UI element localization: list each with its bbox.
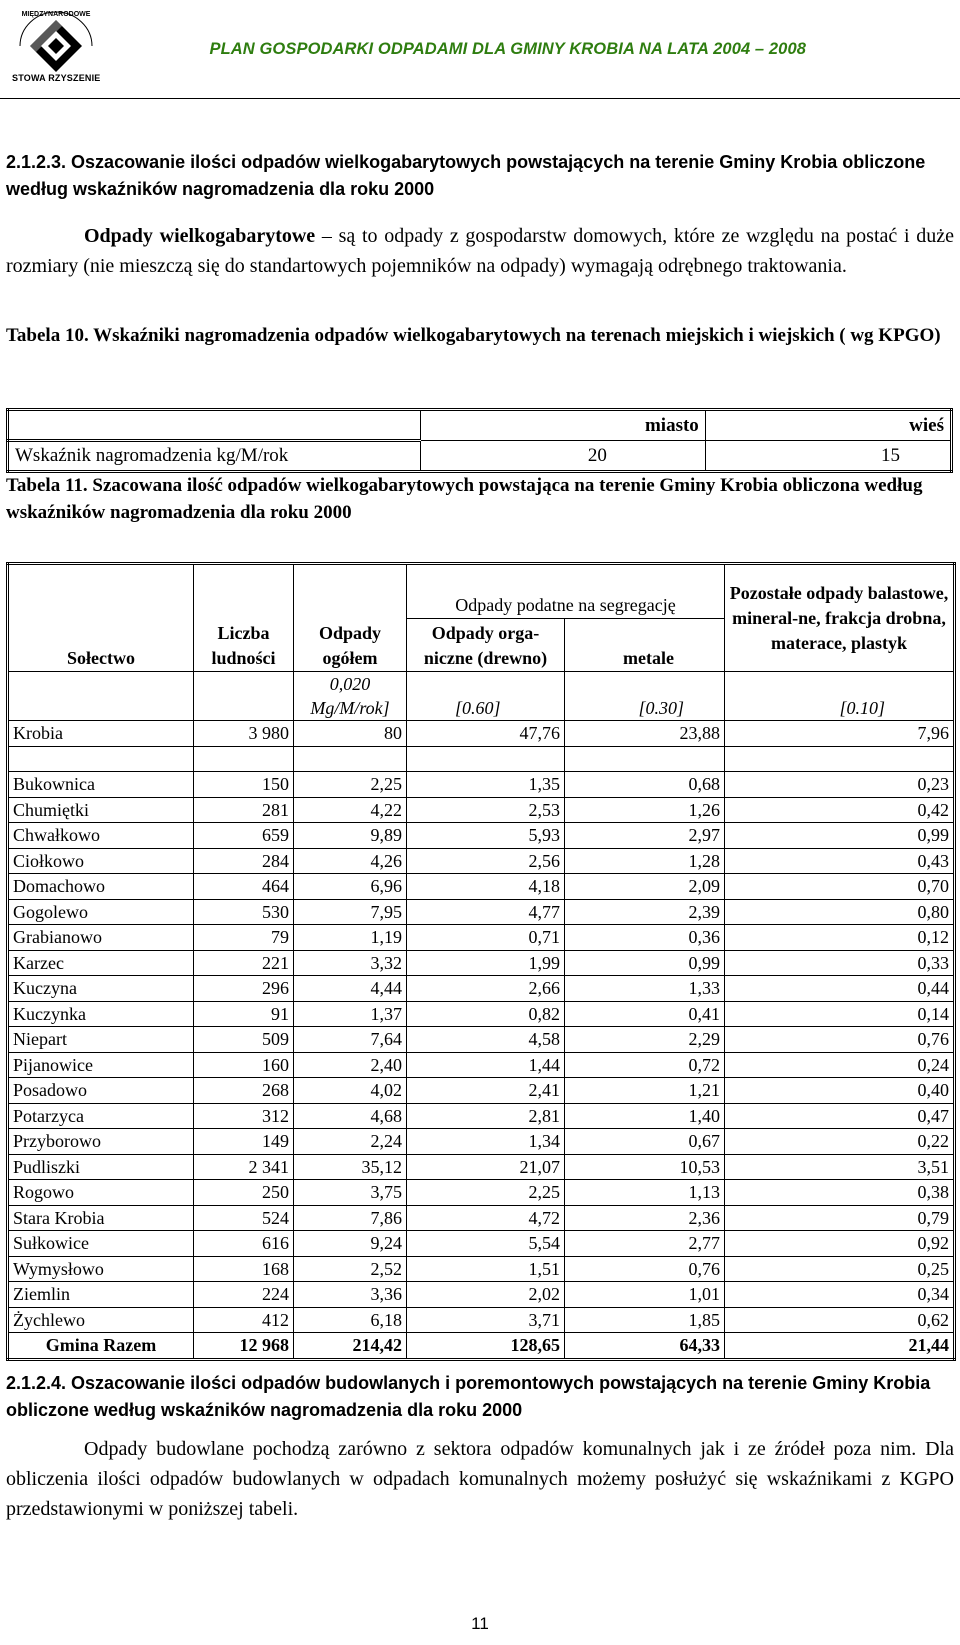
cell-organiczne: 1,44 — [407, 1052, 565, 1078]
cell-odpady: 3,75 — [294, 1180, 407, 1206]
unit-odpady-ogolem: 0,020 Mg/M/rok] — [294, 672, 407, 721]
cell-odpady: 4,44 — [294, 976, 407, 1002]
cell-organiczne: 4,58 — [407, 1027, 565, 1053]
table-10-caption: Tabela 10. Wskaźniki nagromadzenia odpadów wielkogabarytowych na terenach miejskich i wiejskich ( wg KPGO) — [6, 325, 941, 346]
cell-name: Gogolewo — [8, 899, 194, 925]
cell-odpady: 4,68 — [294, 1103, 407, 1129]
cell-odpady: 4,22 — [294, 797, 407, 823]
header-odpady-ogolem: Odpady ogółem — [294, 564, 407, 672]
cell-liczba: 149 — [194, 1129, 294, 1155]
cell-pozostale: 0,25 — [725, 1256, 955, 1282]
cell-pozostale: 0,24 — [725, 1052, 955, 1078]
table-row — [8, 1231, 955, 1257]
cell-name: Bukownica — [8, 772, 194, 798]
table-11-units-row — [8, 672, 955, 721]
cell-pozostale: 0,70 — [725, 874, 955, 900]
cell-organiczne: 3,71 — [407, 1307, 565, 1333]
cell-liczba: 312 — [194, 1103, 294, 1129]
cell-odpady: 3,32 — [294, 950, 407, 976]
cell-pozostale: 0,14 — [725, 1001, 955, 1027]
cell-liczba: 250 — [194, 1180, 294, 1206]
cell-pozostale: 0,34 — [725, 1282, 955, 1308]
cell-odpady: 9,89 — [294, 823, 407, 849]
cell-liczba: 281 — [194, 797, 294, 823]
cell-pozostale: 0,44 — [725, 976, 955, 1002]
cell-name: Stara Krobia — [8, 1205, 194, 1231]
cell-odpady: 6,96 — [294, 874, 407, 900]
cell-pozostale: 0,40 — [725, 1078, 955, 1104]
table-row — [8, 797, 955, 823]
cell-pozostale: 0,38 — [725, 1180, 955, 1206]
table-row — [8, 1103, 955, 1129]
cell-organiczne: 5,54 — [407, 1231, 565, 1257]
cell-odpady: 4,02 — [294, 1078, 407, 1104]
cell-metale: 0,76 — [565, 1256, 725, 1282]
definition-term: Odpady wielkogabarytowe — [84, 225, 316, 247]
cell-organiczne: 21,07 — [407, 1154, 565, 1180]
table-10 — [6, 408, 953, 473]
cell-name: Krobia — [8, 721, 194, 747]
cell-name: Niepart — [8, 1027, 194, 1053]
cell-liczba: 530 — [194, 899, 294, 925]
cell-organiczne: 2,56 — [407, 848, 565, 874]
cell-organiczne: 0,71 — [407, 925, 565, 951]
construction-waste-paragraph: Odpady budowlane pochodzą zarówno z sektora odpadów komunalnych jak i ze źródeł poza nim. Dla obliczenia ilości odpadów budowlanych w odpadach komunalnych możemy posłużyć się wskaźnikami z KGPO przedstawionymi w poniższej tabeli. — [6, 1438, 954, 1520]
cell-metale: 0,99 — [565, 950, 725, 976]
cell-liczba: 3 980 — [194, 721, 294, 747]
spacer-cell — [407, 746, 565, 772]
spacer-cell — [565, 746, 725, 772]
logo-ring-text: MIĘDZYNARODOWE — [21, 11, 91, 18]
cell-liczba: 79 — [194, 925, 294, 951]
cell-name: Żychlewo — [8, 1307, 194, 1333]
cell-name: Karzec — [8, 950, 194, 976]
table-row — [8, 1180, 955, 1206]
cell-liczba: 509 — [194, 1027, 294, 1053]
cell-pozostale: 0,99 — [725, 823, 955, 849]
header-solectwo: Sołectwo — [8, 564, 194, 672]
cell-odpady: 7,95 — [294, 899, 407, 925]
cell-metale: 0,41 — [565, 1001, 725, 1027]
cell-name: Posadowo — [8, 1078, 194, 1104]
cell-metale: 1,13 — [565, 1180, 725, 1206]
cell-pozostale: 0,79 — [725, 1205, 955, 1231]
table-row — [8, 1001, 955, 1027]
cell-name: Wymysłowo — [8, 1256, 194, 1282]
table-row — [8, 1078, 955, 1104]
cell-odpady: 3,36 — [294, 1282, 407, 1308]
table-row-krobia — [8, 721, 955, 747]
cell-metale: 2,97 — [565, 823, 725, 849]
table-row-total — [8, 1333, 955, 1360]
table-row — [8, 1205, 955, 1231]
table-row — [8, 1307, 955, 1333]
cell-liczba: 221 — [194, 950, 294, 976]
cell-odpady: 80 — [294, 721, 407, 747]
cell-metale: 1,40 — [565, 1103, 725, 1129]
table-row — [8, 772, 955, 798]
table-10-col-village: wieś — [705, 410, 951, 441]
cell-metale: 2,77 — [565, 1231, 725, 1257]
total-metale: 64,33 — [565, 1333, 725, 1360]
cell-pozostale: 0,62 — [725, 1307, 955, 1333]
cell-pozostale: 0,80 — [725, 899, 955, 925]
table-11 — [6, 562, 956, 1361]
cell-odpady: 2,24 — [294, 1129, 407, 1155]
cell-liczba: 296 — [194, 976, 294, 1002]
total-odpady: 214,42 — [294, 1333, 407, 1360]
page-header — [0, 0, 960, 100]
cell-pozostale: 7,96 — [725, 721, 955, 747]
cell-name: Chwałkowo — [8, 823, 194, 849]
cell-odpady: 35,12 — [294, 1154, 407, 1180]
spacer-cell — [725, 746, 955, 772]
table-row — [8, 976, 955, 1002]
cell-metale: 1,26 — [565, 797, 725, 823]
cell-organiczne: 4,18 — [407, 874, 565, 900]
bulky-waste-definition — [6, 221, 954, 281]
cell-metale: 2,09 — [565, 874, 725, 900]
cell-odpady: 7,86 — [294, 1205, 407, 1231]
cell-metale: 2,36 — [565, 1205, 725, 1231]
cell-metale: 1,28 — [565, 848, 725, 874]
cell-name: Ziemlin — [8, 1282, 194, 1308]
units-empty-2 — [194, 672, 294, 721]
cell-organiczne: 4,72 — [407, 1205, 565, 1231]
cell-metale: 0,36 — [565, 925, 725, 951]
cell-pozostale: 0,33 — [725, 950, 955, 976]
header-pozostale: Pozostałe odpady balastowe, mineral-ne, frakcja drobna, materace, plastyk — [725, 564, 955, 672]
cell-pozostale: 0,12 — [725, 925, 955, 951]
cell-pozostale: 0,43 — [725, 848, 955, 874]
table-10-row-label: Wskaźnik nagromadzenia kg/M/rok — [8, 441, 421, 472]
cell-name: Pudliszki — [8, 1154, 194, 1180]
cell-organiczne: 0,82 — [407, 1001, 565, 1027]
definition-text: – są to odpady z gospodarstw domowych, które ze względu na postać i duże rozmiary (nie mieszczą się do standartowych pojemników na odpady) wymagają odrębnego traktowania. — [6, 225, 954, 277]
table-10-village-value: 15 — [705, 441, 951, 472]
cell-name: Domachowo — [8, 874, 194, 900]
table-row — [8, 1129, 955, 1155]
cell-pozostale: 0,76 — [725, 1027, 955, 1053]
cell-pozostale: 0,23 — [725, 772, 955, 798]
cell-organiczne: 1,35 — [407, 772, 565, 798]
cell-pozostale: 0,92 — [725, 1231, 955, 1257]
table-11-caption: Tabela 11. Szacowana ilość odpadów wielkogabarytowych powstająca na terenie Gminy Krobia obliczona według wskaźników nagromadzenia dla roku 2000 — [6, 475, 923, 523]
table-row — [8, 823, 955, 849]
table-row — [8, 1052, 955, 1078]
cell-pozostale: 0,22 — [725, 1129, 955, 1155]
cell-organiczne: 2,81 — [407, 1103, 565, 1129]
cell-metale: 1,21 — [565, 1078, 725, 1104]
cell-organiczne: 5,93 — [407, 823, 565, 849]
cell-liczba: 91 — [194, 1001, 294, 1027]
cell-name: Rogowo — [8, 1180, 194, 1206]
unit-metale: [0.30] — [565, 672, 725, 721]
cell-odpady: 2,25 — [294, 772, 407, 798]
table-row — [8, 1282, 955, 1308]
cell-name: Kuczyna — [8, 976, 194, 1002]
cell-odpady: 1,37 — [294, 1001, 407, 1027]
cell-organiczne: 47,76 — [407, 721, 565, 747]
header-segregacja: Odpady podatne na segregację — [407, 564, 725, 619]
cell-metale: 1,33 — [565, 976, 725, 1002]
page-number: 11 — [471, 1614, 489, 1633]
cell-name: Sułkowice — [8, 1231, 194, 1257]
cell-metale: 1,01 — [565, 1282, 725, 1308]
table-row — [8, 925, 955, 951]
cell-name: Potarzyca — [8, 1103, 194, 1129]
cell-metale: 2,29 — [565, 1027, 725, 1053]
cell-name: Ciołkowo — [8, 848, 194, 874]
cell-odpady: 7,64 — [294, 1027, 407, 1053]
cell-odpady: 4,26 — [294, 848, 407, 874]
cell-organiczne: 2,02 — [407, 1282, 565, 1308]
cell-odpady: 6,18 — [294, 1307, 407, 1333]
cell-odpady: 9,24 — [294, 1231, 407, 1257]
cell-pozostale: 0,42 — [725, 797, 955, 823]
table-row — [8, 899, 955, 925]
cell-liczba: 616 — [194, 1231, 294, 1257]
cell-metale: 23,88 — [565, 721, 725, 747]
cell-name: Chumiętki — [8, 797, 194, 823]
cell-liczba: 168 — [194, 1256, 294, 1282]
cell-liczba: 524 — [194, 1205, 294, 1231]
cell-name: Kuczynka — [8, 1001, 194, 1027]
cell-organiczne: 2,25 — [407, 1180, 565, 1206]
cell-metale: 0,68 — [565, 772, 725, 798]
table-10-header-row — [8, 410, 952, 441]
table-row-spacer — [8, 746, 955, 772]
spacer-cell — [8, 746, 194, 772]
cell-organiczne: 2,53 — [407, 797, 565, 823]
section-heading-2-1-2-4: 2.1.2.4. Oszacowanie ilości odpadów budowlanych i poremontowych powstających na terenie Gminy Krobia obliczone według wskaźników nagromadzenia dla roku 2000 — [6, 1373, 931, 1420]
header-organiczne: Odpady orga-niczne (drewno) — [407, 618, 565, 671]
cell-liczba: 160 — [194, 1052, 294, 1078]
cell-name: Przyborowo — [8, 1129, 194, 1155]
cell-liczba: 659 — [194, 823, 294, 849]
table-11-body — [8, 772, 955, 1333]
cell-name: Grabianowo — [8, 925, 194, 951]
cell-liczba: 284 — [194, 848, 294, 874]
total-organiczne: 128,65 — [407, 1333, 565, 1360]
cell-pozostale: 0,47 — [725, 1103, 955, 1129]
cell-organiczne: 4,77 — [407, 899, 565, 925]
header-liczba-ludnosci: Liczba ludności — [194, 564, 294, 672]
table-10-empty-cell — [8, 410, 421, 441]
cell-pozostale: 3,51 — [725, 1154, 955, 1180]
table-10-data-row — [8, 441, 952, 472]
cell-metale: 10,53 — [565, 1154, 725, 1180]
header-divider — [0, 98, 960, 99]
cell-organiczne: 1,51 — [407, 1256, 565, 1282]
cell-liczba: 268 — [194, 1078, 294, 1104]
cell-liczba: 150 — [194, 772, 294, 798]
cell-metale: 0,72 — [565, 1052, 725, 1078]
cell-name: Pijanowice — [8, 1052, 194, 1078]
cell-odpady: 2,52 — [294, 1256, 407, 1282]
logo-caption: STOWA RZYSZENIE — [12, 73, 101, 83]
cell-odpady: 1,19 — [294, 925, 407, 951]
total-label: Gmina Razem — [8, 1333, 194, 1360]
cell-liczba: 464 — [194, 874, 294, 900]
table-row — [8, 848, 955, 874]
total-pozostale: 21,44 — [725, 1333, 955, 1360]
unit-pozostale: [0.10] — [725, 672, 955, 721]
cell-organiczne: 1,34 — [407, 1129, 565, 1155]
table-row — [8, 874, 955, 900]
cell-metale: 0,67 — [565, 1129, 725, 1155]
table-11-header-row — [8, 564, 955, 619]
cell-liczba: 224 — [194, 1282, 294, 1308]
cell-odpady: 2,40 — [294, 1052, 407, 1078]
table-row — [8, 1027, 955, 1053]
section-heading-2-1-2-3: 2.1.2.3. Oszacowanie ilości odpadów wielkogabarytowych powstających na terenie Gminy Krobia obliczone według wskaźników nagromadzenia dla roku 2000 — [6, 152, 926, 199]
cell-metale: 1,85 — [565, 1307, 725, 1333]
table-row — [8, 1256, 955, 1282]
cell-metale: 2,39 — [565, 899, 725, 925]
header-metale: metale — [565, 618, 725, 671]
spacer-cell — [294, 746, 407, 772]
table-10-col-city: miasto — [420, 410, 705, 441]
cell-organiczne: 2,66 — [407, 976, 565, 1002]
cell-organiczne: 1,99 — [407, 950, 565, 976]
cell-organiczne: 2,41 — [407, 1078, 565, 1104]
table-row — [8, 950, 955, 976]
cell-liczba: 2 341 — [194, 1154, 294, 1180]
spacer-cell — [194, 746, 294, 772]
unit-organiczne: [0.60] — [407, 672, 565, 721]
table-10-city-value: 20 — [420, 441, 705, 472]
cell-liczba: 412 — [194, 1307, 294, 1333]
units-empty-1 — [8, 672, 194, 721]
table-row — [8, 1154, 955, 1180]
document-title: PLAN GOSPODARKI ODPADAMI DLA GMINY KROBIA NA LATA 2004 – 2008 — [209, 40, 806, 58]
total-liczba: 12 968 — [194, 1333, 294, 1360]
